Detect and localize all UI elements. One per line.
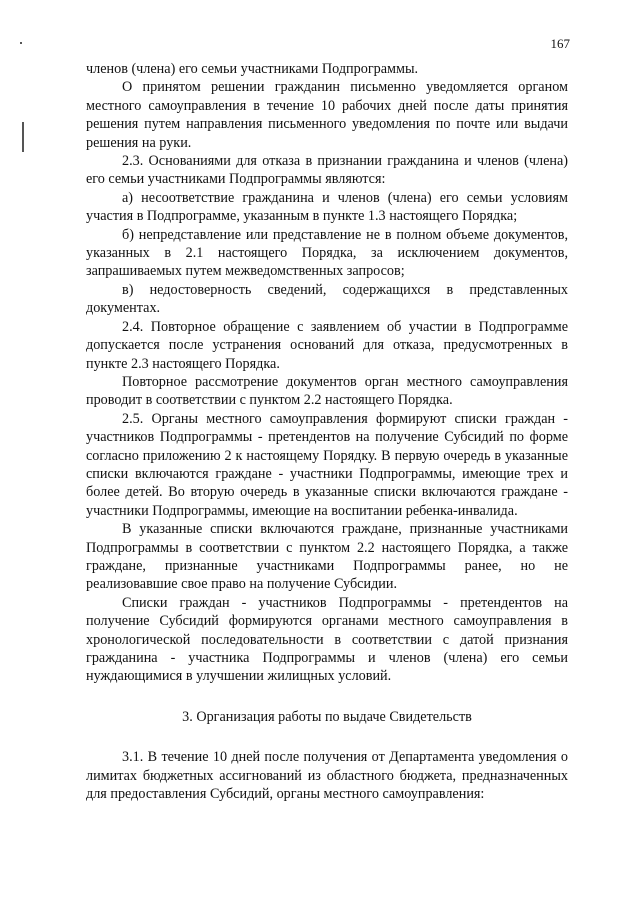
paragraph: 2.4. Повторное обращение с заявлением об участии в Подпрограмме допускается после устранения оснований для отказа, предусмотренных в пункте 2.3 настоящего Порядка. bbox=[86, 318, 568, 372]
paragraph: 3.1. В течение 10 дней после получения от Департамента уведомления о лимитах бюджетных ассигнований из областного бюджета, предназначенных для предоставления Субсидий, органы местного самоуправления: bbox=[86, 749, 568, 803]
paragraph: б) непредставление или представление не в полном объеме документов, указанных в 2.1 настоящего Порядка, за исключением документов, запрашиваемых путем межведомственных запросов; bbox=[86, 226, 568, 280]
paragraph: 2.5. Органы местного самоуправления формируют списки граждан - участников Подпрограммы - претендентов на получение Субсидий по форме согласно приложению 2 к настоящему Порядку. В первую очередь в указанные списки включаются граждане - участники Подпрограммы, имеющие трех и более детей. Во вторую очередь в указанные списки включаются граждане - участники Подпрограммы, имеющие на воспитании ребенка-инвалида. bbox=[86, 410, 568, 519]
paragraph: а) несоответствие гражданина и членов (члена) его семьи условиям участия в Подпрограмме, указанным в пункте 1.3 настоящего Порядка; bbox=[86, 189, 568, 225]
page-number: 167 bbox=[550, 36, 570, 51]
paragraph: членов (члена) его семьи участниками Подпрограммы. bbox=[86, 61, 419, 77]
document-body bbox=[86, 60, 568, 803]
paragraph: В указанные списки включаются граждане, признанные участниками Подпрограммы в соответствии с пунктом 2.2 настоящего Порядка, а также граждане, признанные участниками Подпрограммы ранее, но не реализовавшие свое право на получение Субсидии. bbox=[86, 521, 568, 593]
section-heading: 3. Организация работы по выдаче Свидетельств bbox=[182, 708, 472, 725]
scan-mark bbox=[22, 122, 24, 152]
paragraph: Списки граждан - участников Подпрограммы - претендентов на получение Субсидий формируются органами местного самоуправления в хронологической последовательности в соответствии с датой признания гражданина - участника Подпрограммы и членов (члена) его семьи нуждающимися в улучшении жилищных условий. bbox=[86, 594, 568, 685]
paragraph: в) недостоверность сведений, содержащихся в представленных документах. bbox=[86, 281, 568, 317]
paragraph: Повторное рассмотрение документов орган местного самоуправления проводит в соответствии с пунктом 2.2 настоящего Порядка. bbox=[86, 373, 568, 409]
scan-mark bbox=[20, 42, 22, 44]
paragraph: О принятом решении гражданин письменно уведомляется органом местного самоуправления в течение 10 рабочих дней после даты принятия решения путем направления письменного уведомления по почте или выдачи решения на руки. bbox=[86, 79, 568, 151]
paragraph: 2.3. Основаниями для отказа в признании гражданина и членов (члена) его семьи участниками Подпрограммы являются: bbox=[86, 153, 568, 188]
